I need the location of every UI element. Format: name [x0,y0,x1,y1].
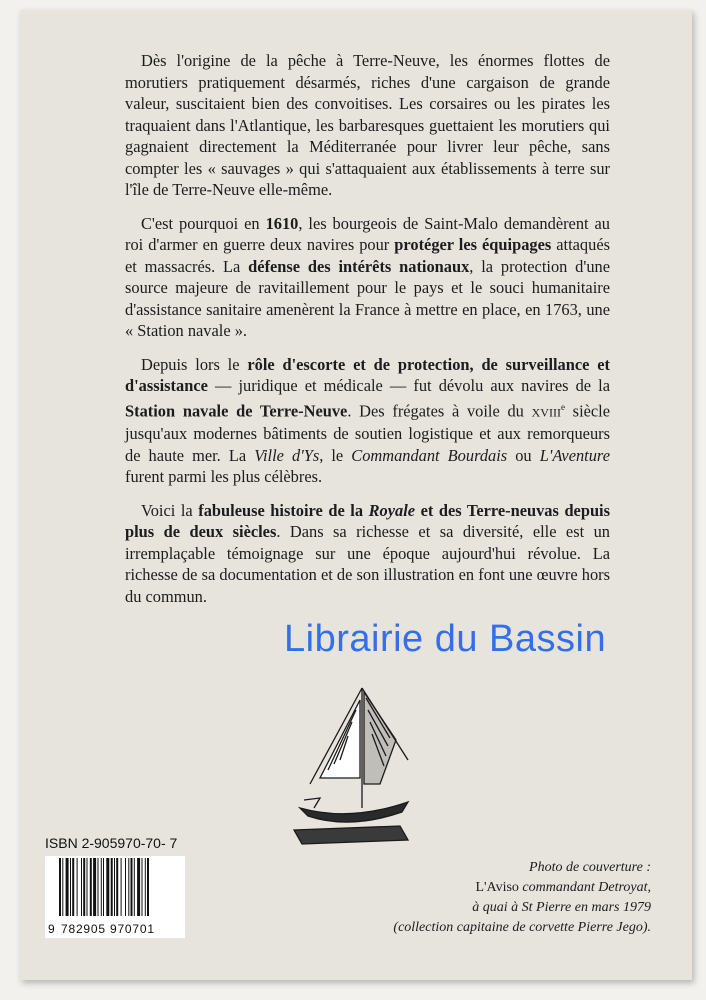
cover-photo-caption [351,858,651,938]
p4-text-a: Voici la [141,500,199,520]
p4-royale: Royale [368,500,416,520]
barcode-bar [101,858,102,916]
barcode-bar [145,858,146,916]
century-suffix: e [560,401,565,412]
barcode-bar [70,858,71,916]
ship-name-commandant-bourdais: Commandant Bourdais [351,445,508,465]
caption-line-2-plain: L'Aviso [475,880,523,895]
p3-text-g: , le [319,445,352,465]
p3-text-h: ou [507,445,540,465]
barcode-bar [93,858,96,916]
p4-bold-histoire: fabuleuse histoire de la [198,500,369,520]
p2-text-g: , la protection d'une source majeure de ravitaillement pour le pays et le souci humanitaire d'assistance sanitaire amenèrent la France à mettre en place, en 1763, une « Station navale ». [125,256,610,340]
p3-bold-station: Station navale de Terre-Neuve [125,400,348,420]
barcode-bars [57,856,183,916]
century-numeral: XVIII [531,404,561,419]
blurb-text [125,50,610,619]
barcode-bar [116,858,118,916]
barcode-bar [134,858,135,916]
barcode-bar [59,858,61,916]
paragraph-2 [125,213,610,342]
barcode-bar [66,858,69,916]
barcode-bar [62,858,63,916]
p2-text-c: , les bourgeois de Saint-Malo demandèrent au roi d'armer en guerre deux navires pour [125,213,610,254]
p3-text-e: . Des frégates à voile du [347,400,532,420]
p4-bold-terreneuvas: et des Terre-neuvas depuis plus de deux siècles [125,500,610,542]
p3-text-f: siècle jusqu'aux modernes bâtiments de soutien logistique et aux remorqueurs de haute mer. La [125,400,610,465]
paragraph-1-text: Dès l'origine de la pêche à Terre-Neuve, les énormes flottes de morutiers pratiquement désarmés, riches d'une cargaison de grande valeur, suscitaient bien des convoitises. Les corsaires ou les pirates les traquaient dans l'Atlantique, les barbaresques guettaient les morutiers qui gagnaient directement la Méditerranée pour livrer leur pêche, sans compter les « sauvages » qui s'attaquaient aux établissements à terre sur l'île de Terre-Neuve elle-même. [125,51,610,199]
barcode-digits: 782905 970701 [61,922,155,936]
caption-line-1: Photo de couverture : [529,860,651,875]
barcode-bar [114,858,115,916]
p4-text-e: . Dans sa richesse et sa diversité, elle est un irremplaçable témoignage sur une époque aujourd'hui révolue. La richesse de sa documentation et de son illustration en font une œuvre hors du commun. [125,522,610,606]
barcode-bar [98,858,99,916]
caption-line-4: (collection capitaine de corvette Pierre Jego). [393,920,651,935]
barcode-bar [147,858,149,916]
year-1610: 1610 [265,213,299,233]
p2-bold-protect: protéger les équipages [394,235,552,254]
sailing-ship-icon [290,680,420,850]
isbn-label: ISBN 2-905970-70- 7 [45,835,178,851]
barcode-bar [72,858,74,916]
watermark: Librairie du Bassin [284,618,607,660]
barcode-bar [106,858,109,916]
barcode-bar [103,858,104,916]
ship-name-ville-dys: Ville d'Ys [254,445,320,465]
barcode-bar [83,858,85,916]
paragraph-3 [125,354,610,488]
caption-line-2-italic: commandant Detroyat, [522,880,651,895]
p3-text-a: Depuis lors le [141,354,248,374]
p3-text-c: — juridique et médicale — fut dévolu aux navires de la [207,376,610,395]
paragraph-1 [125,50,610,201]
barcode [45,856,185,938]
paragraph-4 [125,500,610,608]
barcode-bar [87,858,88,916]
p2-bold-defense: défense des intérêts nationaux [248,256,470,276]
barcode-bar [128,858,129,916]
barcode-bar [77,858,78,916]
p3-bold-role: rôle d'escorte et de protection, de surveillance et d'assistance [125,354,610,395]
p3-text-i: furent parmi les plus célèbres. [125,467,323,487]
p2-text-a: C'est pourquoi en [141,213,266,233]
barcode-bar [125,858,126,916]
barcode-bar [90,858,92,916]
barcode-first-digit: 9 [48,922,55,936]
barcode-bar [137,858,140,916]
p2-text-e: attaqués et massacrés. La [125,235,610,276]
barcode-bar [111,858,113,916]
ship-name-laventure: L'Aventure [539,445,610,465]
barcode-bar [131,858,133,916]
barcode-bar [81,858,82,916]
caption-line-3: à quai à St Pierre en mars 1979 [472,900,651,915]
barcode-bar [142,858,143,916]
barcode-bar [121,858,122,916]
